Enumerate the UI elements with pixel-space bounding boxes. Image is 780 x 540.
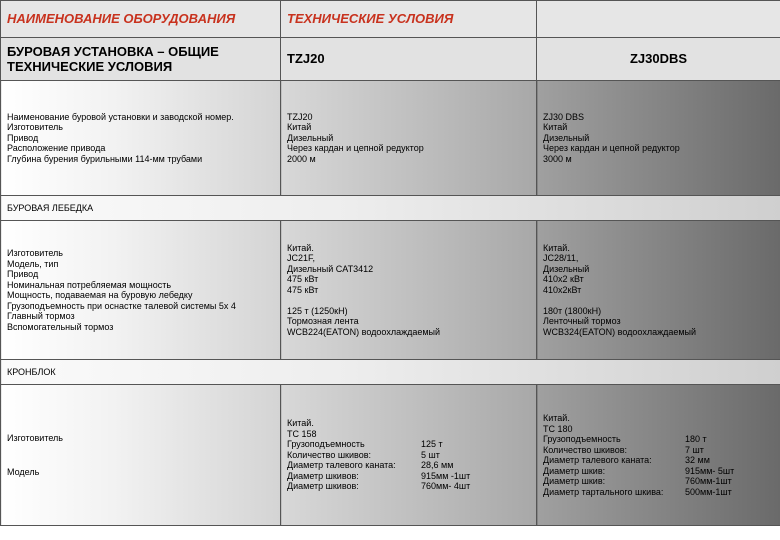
rig-zj30-value: Китай xyxy=(543,122,568,133)
winch-zj30-value: WCB324(EATON) водоохлаждаемый xyxy=(543,326,697,337)
spec-value: 915мм -1шт xyxy=(421,470,471,481)
rig-label: Глубина бурения бурильными 114-мм трубами xyxy=(7,153,203,164)
winch-tzj20-value: Дизельный CAT3412 xyxy=(287,263,374,274)
spec-value: 760мм- 4шт xyxy=(421,481,471,492)
crownblock-tzj20-head: TC 158 xyxy=(287,428,317,439)
rig-label: Привод xyxy=(7,132,39,143)
rig-row xyxy=(1,81,780,196)
crownblock-label-manufacturer: Изготовитель xyxy=(7,433,63,443)
section-winch xyxy=(1,196,780,221)
winch-label: Главный тормоз xyxy=(7,311,75,321)
winch-spacer xyxy=(287,295,530,306)
winch-label: Модель, тип xyxy=(7,258,59,269)
spec-label: Диаметр тартального шкива: xyxy=(543,486,664,497)
model-tzj20: TZJ20 xyxy=(287,51,325,66)
winch-zj30-value: Китай. xyxy=(543,242,570,253)
rig-zj30-value: 3000 м xyxy=(543,153,572,164)
winch-tzj20-value: Китай. xyxy=(287,242,314,253)
winch-spacer xyxy=(543,295,774,306)
header-cell-conditions xyxy=(281,1,537,38)
winch-zj30-values xyxy=(537,221,780,360)
spec-value: 5 шт xyxy=(421,449,440,460)
spec-label: Диаметр талевого каната: xyxy=(287,460,396,471)
rig-label: Расположение привода xyxy=(7,143,106,154)
spec-label: Диаметр талевого каната: xyxy=(543,455,652,465)
spec-label: Диаметр шкив: xyxy=(543,476,606,486)
rig-label: Изготовитель xyxy=(7,122,63,133)
rig-tzj20-value: TZJ20 xyxy=(287,111,313,122)
header-conditions: ТЕХНИЧЕСКИЕ УСЛОВИЯ xyxy=(287,11,454,26)
crownblock-row xyxy=(1,385,780,526)
winch-label: Вспомогательный тормоз xyxy=(7,321,114,332)
rig-tzj20-value: Китай xyxy=(287,122,312,133)
winch-label: Номинальная потребляемая мощность xyxy=(7,279,172,290)
winch-tzj20-value: JC21F, xyxy=(287,253,316,264)
crownblock-tzj20-values xyxy=(281,385,537,526)
crownblock-tzj20-specs xyxy=(287,439,530,492)
crownblock-labels xyxy=(1,385,281,526)
crownblock-zj30-head: Китай. xyxy=(543,413,570,423)
header-cell-empty xyxy=(537,1,780,38)
rig-tzj20-value: Дизельный xyxy=(287,132,334,143)
spec-value: 32 мм xyxy=(685,455,710,465)
spec-label: Грузоподъемность xyxy=(543,434,621,444)
spec-label: Диаметр шкивов: xyxy=(287,470,359,481)
winch-label: Изготовитель xyxy=(7,248,63,258)
winch-labels xyxy=(1,221,281,360)
rig-zj30-value: ZJ30 DBS xyxy=(543,111,585,122)
general-title-cell xyxy=(1,38,281,81)
winch-zj30-value: Дизельный xyxy=(543,263,590,274)
header-equipment: НАИМЕНОВАНИЕ ОБОРУДОВАНИЯ xyxy=(7,11,236,26)
rig-zj30-values xyxy=(537,81,780,196)
general-row xyxy=(1,38,780,81)
spec-label: Количество шкивов: xyxy=(287,449,371,460)
crownblock-label-gap xyxy=(7,444,274,467)
crownblock-zj30-values xyxy=(537,385,780,526)
spec-value: 915мм- 5шт xyxy=(685,465,735,476)
spec-value: 125 т xyxy=(421,439,443,450)
section-crownblock xyxy=(1,360,780,385)
winch-zj30-value: 410х2 кВт xyxy=(543,274,584,285)
rig-zj30-value: Дизельный xyxy=(543,132,590,143)
winch-zj30-value: 410х2кВт xyxy=(543,284,582,295)
general-title: БУРОВАЯ УСТАНОВКА – ОБЩИЕ ТЕХНИЧЕСКИЕ УСЛОВИЯ xyxy=(7,44,219,74)
winch-zj30-value: JC28/11, xyxy=(543,253,579,264)
winch-tzj20-value: 475 кВт xyxy=(287,284,319,295)
winch-tzj20-value: 125 т (1250кН) xyxy=(287,305,348,316)
winch-tzj20-value: WCB224(EATON) водоохлаждаемый xyxy=(287,326,441,337)
section-crownblock-cell xyxy=(1,360,780,385)
rig-tzj20-values xyxy=(281,81,537,196)
section-winch-cell xyxy=(1,196,780,221)
winch-label: Мощность, подаваемая на буровую лебедку xyxy=(7,290,193,300)
model-zj30dbs: ZJ30DBS xyxy=(629,51,688,66)
model2-cell xyxy=(537,38,780,81)
rig-labels xyxy=(1,81,281,196)
winch-label: Привод xyxy=(7,269,39,279)
section-crownblock-title: КРОНБЛОК xyxy=(7,367,56,377)
header-cell-equipment xyxy=(1,1,281,38)
winch-tzj20-values xyxy=(281,221,537,360)
spec-label: Количество шкивов: xyxy=(543,444,627,455)
winch-tzj20-value: Тормозная лента xyxy=(287,316,359,327)
spec-value: 28,6 мм xyxy=(421,460,454,471)
winch-tzj20-value: 475 кВт xyxy=(287,274,319,285)
model1-cell xyxy=(281,38,537,81)
rig-zj30-value: Через кардан и цепной редуктор xyxy=(543,143,680,154)
winch-label: Грузоподъемность при оснастке талевой системы 5х 4 xyxy=(7,300,236,311)
winch-zj30-value: Ленточный тормоз xyxy=(543,316,621,327)
spec-value: 7 шт xyxy=(685,444,704,455)
rig-tzj20-value: 2000 м xyxy=(287,153,316,164)
crownblock-label-model: Модель xyxy=(7,466,40,477)
spec-label: Диаметр шкив: xyxy=(543,465,606,476)
spec-value: 180 т xyxy=(685,434,707,444)
rig-tzj20-value: Через кардан и цепной редуктор xyxy=(287,143,424,154)
crownblock-zj30-specs xyxy=(543,434,774,497)
rig-label: Наименование буровой установки и заводской номер. xyxy=(7,111,234,122)
spec-label: Грузоподъемность xyxy=(287,439,365,450)
spec-value: 500мм-1шт xyxy=(685,486,732,497)
crownblock-zj30-head: TC 180 xyxy=(543,423,573,434)
winch-zj30-value: 180т (1800кН) xyxy=(543,305,602,316)
section-winch-title: БУРОВАЯ ЛЕБЕДКА xyxy=(7,203,94,213)
winch-row xyxy=(1,221,780,360)
header-row xyxy=(1,1,780,38)
crownblock-tzj20-head: Китай. xyxy=(287,418,314,429)
spec-value: 760мм-1шт xyxy=(685,476,732,486)
spec-label: Диаметр шкивов: xyxy=(287,481,359,492)
